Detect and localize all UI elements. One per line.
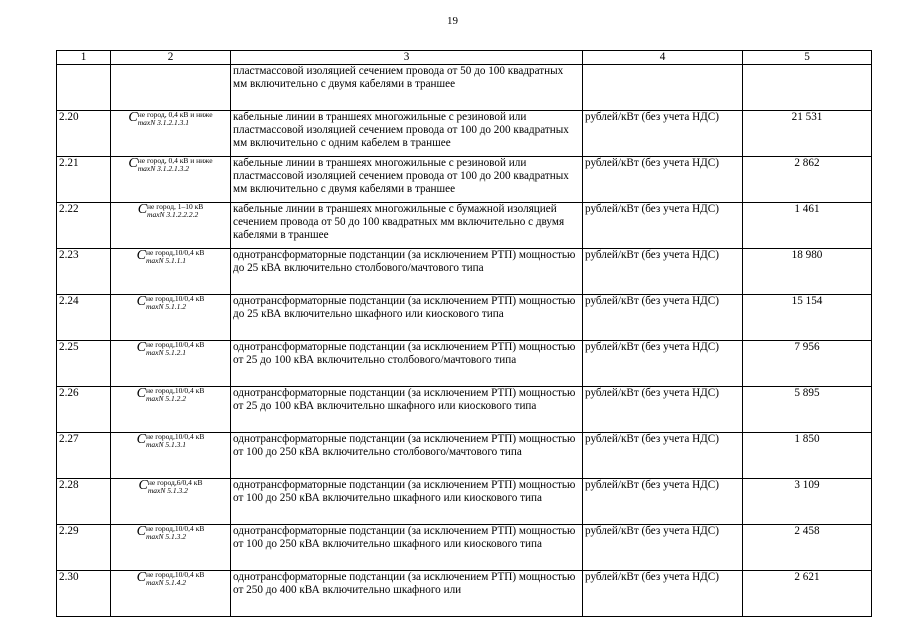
formula-symbol: C: [137, 202, 148, 217]
row-number: 2.22: [57, 203, 111, 249]
formula-subscript: maxN 5.1.1.2: [146, 302, 187, 311]
row-unit: рублей/кВт (без учета НДС): [583, 479, 743, 525]
table-row: [57, 65, 872, 111]
row-description: однотрансформаторные подстанции (за исключением РТП) мощностью от 25 до 100 кВА включительно шкафного или киоскового типа: [231, 387, 583, 433]
row-unit: рублей/кВт (без учета НДС): [583, 249, 743, 295]
column-header-1: 1: [57, 51, 111, 65]
formula-superscript: не город, 1–10 кВ: [147, 202, 204, 211]
tariff-symbol-cell: [111, 571, 231, 617]
row-number: 2.20: [57, 111, 111, 157]
row-unit: рублей/кВт (без учета НДС): [583, 433, 743, 479]
row-number: 2.21: [57, 157, 111, 203]
tariff-symbol-cell: [111, 525, 231, 571]
row-unit: рублей/кВт (без учета НДС): [583, 111, 743, 157]
table-row: [57, 203, 872, 249]
tariff-symbol-cell: [111, 479, 231, 525]
row-unit: рублей/кВт (без учета НДС): [583, 525, 743, 571]
row-number: 2.27: [57, 433, 111, 479]
column-header-5: 5: [743, 51, 872, 65]
row-unit: рублей/кВт (без учета НДС): [583, 157, 743, 203]
row-unit: рублей/кВт (без учета НДС): [583, 341, 743, 387]
formula-subscript: maxN 3.1.2.2.2.2: [147, 210, 199, 219]
formula-symbol: C: [136, 524, 147, 539]
row-value: 7 956: [743, 341, 872, 387]
table-header-row: [57, 51, 872, 65]
row-number: [57, 65, 111, 111]
formula-symbol: C: [136, 386, 147, 401]
formula-superscript: не город,10/0,4 кВ: [146, 386, 205, 395]
tariff-symbol-cell: [111, 111, 231, 157]
row-description: кабельные линии в траншеях многожильные с резиновой или пластмассовой изоляцией сечением провода от 100 до 200 квадратных мм включительно с одним кабелем в траншее: [231, 111, 583, 157]
formula-scripts: [146, 387, 204, 403]
row-value: 2 621: [743, 571, 872, 617]
row-unit: [583, 65, 743, 111]
tariff-formula: [128, 111, 212, 127]
row-value: 1 461: [743, 203, 872, 249]
formula-symbol: C: [128, 110, 138, 125]
formula-superscript: не город, 0,4 кВ и ниже: [137, 110, 213, 119]
table-row: [57, 249, 872, 295]
tariff-symbol-cell: [111, 203, 231, 249]
formula-superscript: не город,10/0,4 кВ: [146, 340, 205, 349]
tariff-table: [56, 50, 872, 617]
formula-scripts: [146, 525, 204, 541]
formula-scripts: [148, 479, 203, 495]
row-number: 2.29: [57, 525, 111, 571]
row-description: пластмассовой изоляцией сечением провода от 50 до 100 квадратных мм включительно с двумя кабелями в траншее: [231, 65, 583, 111]
formula-symbol: C: [128, 156, 138, 171]
table-row: [57, 571, 872, 617]
row-value: 18 980: [743, 249, 872, 295]
row-unit: рублей/кВт (без учета НДС): [583, 295, 743, 341]
formula-subscript: maxN 3.1.2.1.3.1: [137, 118, 190, 127]
tariff-formula: [137, 295, 205, 311]
row-description: однотрансформаторные подстанции (за исключением РТП) мощностью до 25 кВА включительно столбового/мачтового типа: [231, 249, 583, 295]
row-description: однотрансформаторные подстанции (за исключением РТП) мощностью от 100 до 250 кВА включительно шкафного или киоскового типа: [231, 479, 583, 525]
row-value: 3 109: [743, 479, 872, 525]
row-number: 2.28: [57, 479, 111, 525]
tariff-symbol-cell: [111, 341, 231, 387]
formula-subscript: maxN 5.1.2.2: [146, 394, 187, 403]
row-number: 2.24: [57, 295, 111, 341]
formula-symbol: C: [136, 570, 147, 585]
formula-symbol: C: [136, 248, 147, 263]
table-row: [57, 111, 872, 157]
tariff-formula: [137, 571, 205, 587]
tariff-symbol-cell: [111, 433, 231, 479]
table-row: [57, 157, 872, 203]
tariff-symbol-cell: [111, 65, 231, 111]
tariff-symbol-cell: [111, 157, 231, 203]
formula-subscript: maxN 3.1.2.1.3.2: [137, 164, 190, 173]
row-description: однотрансформаторные подстанции (за исключением РТП) мощностью от 25 до 100 кВА включительно столбового/мачтового типа: [231, 341, 583, 387]
formula-subscript: maxN 5.1.2.1: [146, 348, 187, 357]
table-row: [57, 525, 872, 571]
formula-superscript: не город,10/0,4 кВ: [146, 248, 205, 257]
column-header-2: 2: [111, 51, 231, 65]
formula-subscript: maxN 5.1.1.1: [146, 256, 187, 265]
table-row: [57, 387, 872, 433]
row-value: 2 458: [743, 525, 872, 571]
row-value: 2 862: [743, 157, 872, 203]
formula-superscript: не город, 0,4 кВ и ниже: [137, 156, 213, 165]
formula-subscript: maxN 5.1.3.2: [146, 532, 187, 541]
formula-symbol: C: [136, 432, 147, 447]
formula-superscript: не город,10/0,4 кВ: [146, 294, 205, 303]
tariff-formula: [137, 341, 205, 357]
row-unit: рублей/кВт (без учета НДС): [583, 571, 743, 617]
formula-symbol: C: [136, 294, 147, 309]
row-description: кабельные линии в траншеях многожильные с бумажной изоляцией сечением провода от 50 до 100 квадратных мм включительно с двумя кабелями в траншее: [231, 203, 583, 249]
formula-subscript: maxN 5.1.3.2: [147, 486, 188, 495]
row-description: однотрансформаторные подстанции (за исключением РТП) мощностью от 100 до 250 кВА включительно шкафного или киоскового типа: [231, 525, 583, 571]
row-description: однотрансформаторные подстанции (за исключением РТП) мощностью от 100 до 250 кВА включительно столбового/мачтового типа: [231, 433, 583, 479]
table-body: [57, 65, 872, 617]
tariff-formula: [128, 157, 212, 173]
formula-scripts: [147, 203, 203, 219]
formula-superscript: не город,10/0,4 кВ: [146, 524, 205, 533]
formula-subscript: maxN 5.1.3.1: [146, 440, 187, 449]
column-header-3: 3: [231, 51, 583, 65]
tariff-formula: [137, 387, 205, 403]
row-number: 2.26: [57, 387, 111, 433]
row-description: однотрансформаторные подстанции (за исключением РТП) мощностью от 250 до 400 кВА включительно шкафного или: [231, 571, 583, 617]
formula-scripts: [138, 111, 213, 127]
row-value: [743, 65, 872, 111]
formula-symbol: C: [138, 478, 148, 493]
row-value: 1 850: [743, 433, 872, 479]
tariff-symbol-cell: [111, 295, 231, 341]
tariff-symbol-cell: [111, 387, 231, 433]
row-value: 21 531: [743, 111, 872, 157]
tariff-formula: [139, 479, 203, 495]
page-number: 19: [447, 15, 458, 27]
row-unit: рублей/кВт (без учета НДС): [583, 203, 743, 249]
table-row: [57, 341, 872, 387]
formula-subscript: maxN 5.1.4.2: [146, 578, 187, 587]
formula-superscript: не город,10/0,4 кВ: [146, 570, 205, 579]
row-value: 5 895: [743, 387, 872, 433]
column-header-4: 4: [583, 51, 743, 65]
formula-symbol: C: [136, 340, 147, 355]
formula-superscript: не город,6/0,4 кВ: [147, 478, 203, 487]
tariff-formula: [137, 249, 205, 265]
row-number: 2.25: [57, 341, 111, 387]
row-description: однотрансформаторные подстанции (за исключением РТП) мощностью до 25 кВА включительно шкафного или киоскового типа: [231, 295, 583, 341]
row-value: 15 154: [743, 295, 872, 341]
formula-scripts: [146, 433, 204, 449]
formula-scripts: [138, 157, 213, 173]
table-row: [57, 479, 872, 525]
tariff-symbol-cell: [111, 249, 231, 295]
row-unit: рублей/кВт (без учета НДС): [583, 387, 743, 433]
table-row: [57, 433, 872, 479]
row-number: 2.30: [57, 571, 111, 617]
formula-scripts: [146, 571, 204, 587]
tariff-formula: [137, 433, 205, 449]
table-row: [57, 295, 872, 341]
tariff-formula: [138, 203, 204, 219]
row-number: 2.23: [57, 249, 111, 295]
row-description: кабельные линии в траншеях многожильные с резиновой или пластмассовой изоляцией сечением провода от 100 до 200 квадратных мм включительно с двумя кабелями в траншее: [231, 157, 583, 203]
formula-scripts: [146, 249, 204, 265]
formula-scripts: [146, 295, 204, 311]
formula-scripts: [146, 341, 204, 357]
tariff-formula: [137, 525, 205, 541]
formula-superscript: не город,10/0,4 кВ: [146, 432, 205, 441]
